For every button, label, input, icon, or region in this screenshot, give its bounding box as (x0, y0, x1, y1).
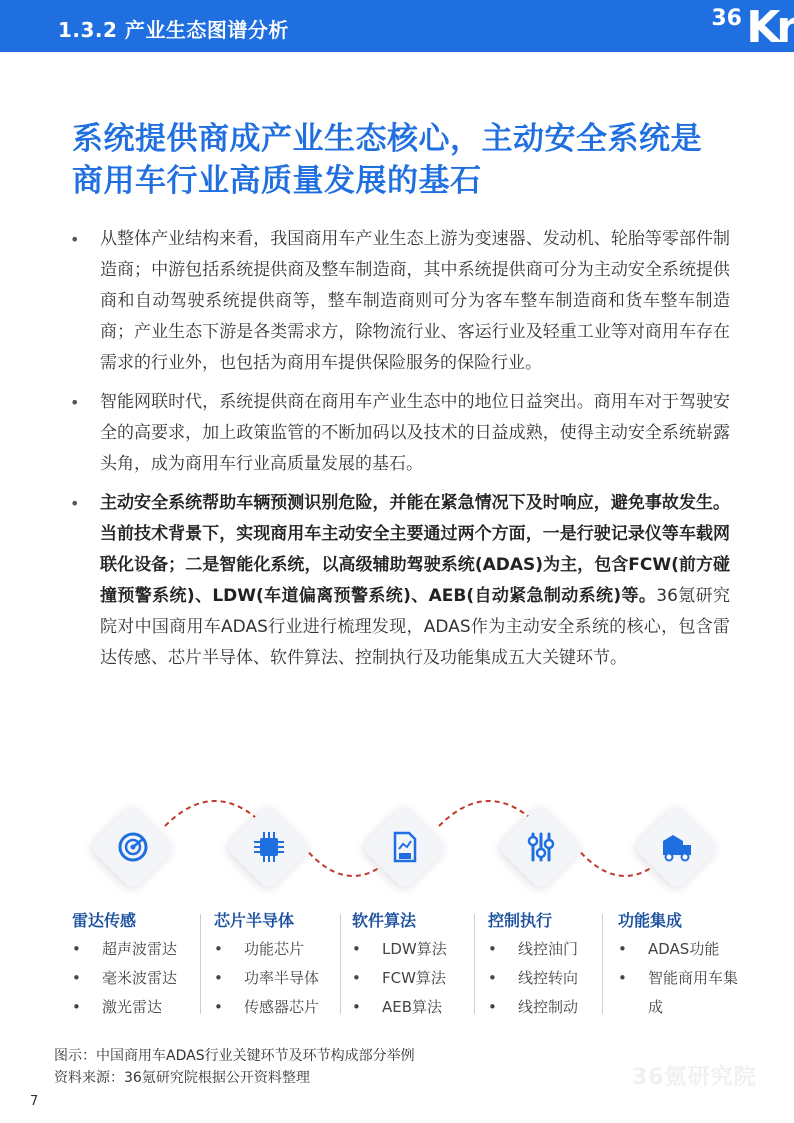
bullet-dot: • (70, 494, 80, 513)
radar-icon (115, 829, 151, 865)
category-item: • 毫米波雷达 (72, 964, 204, 993)
adas-key-segments-diagram (60, 790, 760, 1030)
category-control (488, 908, 620, 1022)
bullet-bold-text: 主动安全系统帮助车辆预测识别危险，并能在紧急情况下及时响应，避免事故发生。当前技术背景下，实现商用车主动安全主要通过两个方面，一是行驶记录仪等车载网联化设备；二是智能化系统，以高级辅助驾驶系统(ADAS)为主，包含FCW(前方碰撞预警系统)、LDW(车道偏离预警系统)、AEB(自动紧急制动系统)等。 (100, 493, 730, 606)
category-radar (72, 908, 204, 1022)
category-title: 雷达传感 (72, 911, 137, 930)
category-divider (474, 914, 475, 1014)
bullet-regular-text: 36氪研究院对中国商用车ADAS行业进行梳理发现，ADAS作为主动安全系统的核心，包含雷达传感、芯片半导体、软件算法、控制执行及功能集成五大关键环节。 (100, 586, 730, 668)
bullet-item (70, 488, 730, 674)
category-title: 功能集成 (618, 911, 683, 930)
headline: 系统提供商成产业生态核心，主动安全系统是商用车行业高质量发展的基石 (72, 121, 702, 199)
category-divider (602, 914, 603, 1014)
bullet-dot: • (70, 230, 80, 249)
category-item: • FCW算法 (352, 964, 484, 993)
bullet-text: 智能网联时代，系统提供商在商用车产业生态中的地位日益突出。商用车对于驾驶安全的高要求，加上政策监管的不断加码以及技术的日益成熟，使得主动安全系统崭露头角，成为商用车行业高质量发展的基石。 (100, 392, 730, 474)
brand-logo (684, 0, 794, 52)
category-divider (340, 914, 341, 1014)
category-item: • AEB算法 (352, 993, 484, 1022)
category-divider (200, 914, 201, 1014)
category-title: 控制执行 (488, 911, 553, 930)
bullet-list (70, 224, 730, 682)
category-item: • 线控制动 (488, 993, 620, 1022)
category-item: • LDW算法 (352, 935, 484, 964)
category-item: • ADAS功能 (618, 935, 748, 964)
bullet-item (70, 387, 730, 480)
watermark: 36氪研究院 (632, 1065, 757, 1090)
category-title: 芯片半导体 (214, 911, 295, 930)
bullet-text: 从整体产业结构来看，我国商用车产业生态上游为变速器、发动机、轮胎等零部件制造商；中游包括系统提供商及整车制造商，其中系统提供商可分为主动安全系统提供商和自动驾驶系统提供商等，整车制造商则可分为客车整车制造商和货车整车制造商；产业生态下游是各类需求方，除物流行业、客运行业及轻重工业等对商用车存在需求的行业外，也包括为商用车提供保险服务的保险行业。 (100, 229, 730, 373)
category-item: • 传感器芯片 (214, 993, 346, 1022)
figure-title: 图示：中国商用车ADAS行业关键环节及环节构成部分举例 (54, 1048, 415, 1064)
category-item: • 线控转向 (488, 964, 620, 993)
category-item: • 超声波雷达 (72, 935, 204, 964)
logo-number: 36 (711, 6, 742, 31)
ai-document-icon (387, 829, 423, 865)
category-chip (214, 908, 346, 1022)
category-item: • 功能芯片 (214, 935, 346, 964)
category-title: 软件算法 (352, 911, 417, 930)
category-software (352, 908, 484, 1022)
figure-caption (54, 1045, 415, 1089)
logo-letter: Kr (746, 2, 794, 53)
category-item: • 线控油门 (488, 935, 620, 964)
truck-icon (659, 829, 695, 865)
category-item: • 激光雷达 (72, 993, 204, 1022)
header-bar (0, 0, 794, 52)
category-item: • 功率半导体 (214, 964, 346, 993)
category-item: • 智能商用车集成 (618, 964, 748, 1022)
bullet-item (70, 224, 730, 379)
figure-source: 资料来源：36氪研究院根据公开资料整理 (54, 1070, 310, 1086)
bullet-text (100, 488, 730, 674)
chip-icon (251, 829, 287, 865)
category-integration (618, 908, 748, 1022)
bullet-dot: • (70, 393, 80, 412)
section-title: 1.3.2 产业生态图谱分析 (58, 18, 289, 42)
control-sliders-icon (523, 829, 559, 865)
page-number: 7 (30, 1094, 39, 1109)
